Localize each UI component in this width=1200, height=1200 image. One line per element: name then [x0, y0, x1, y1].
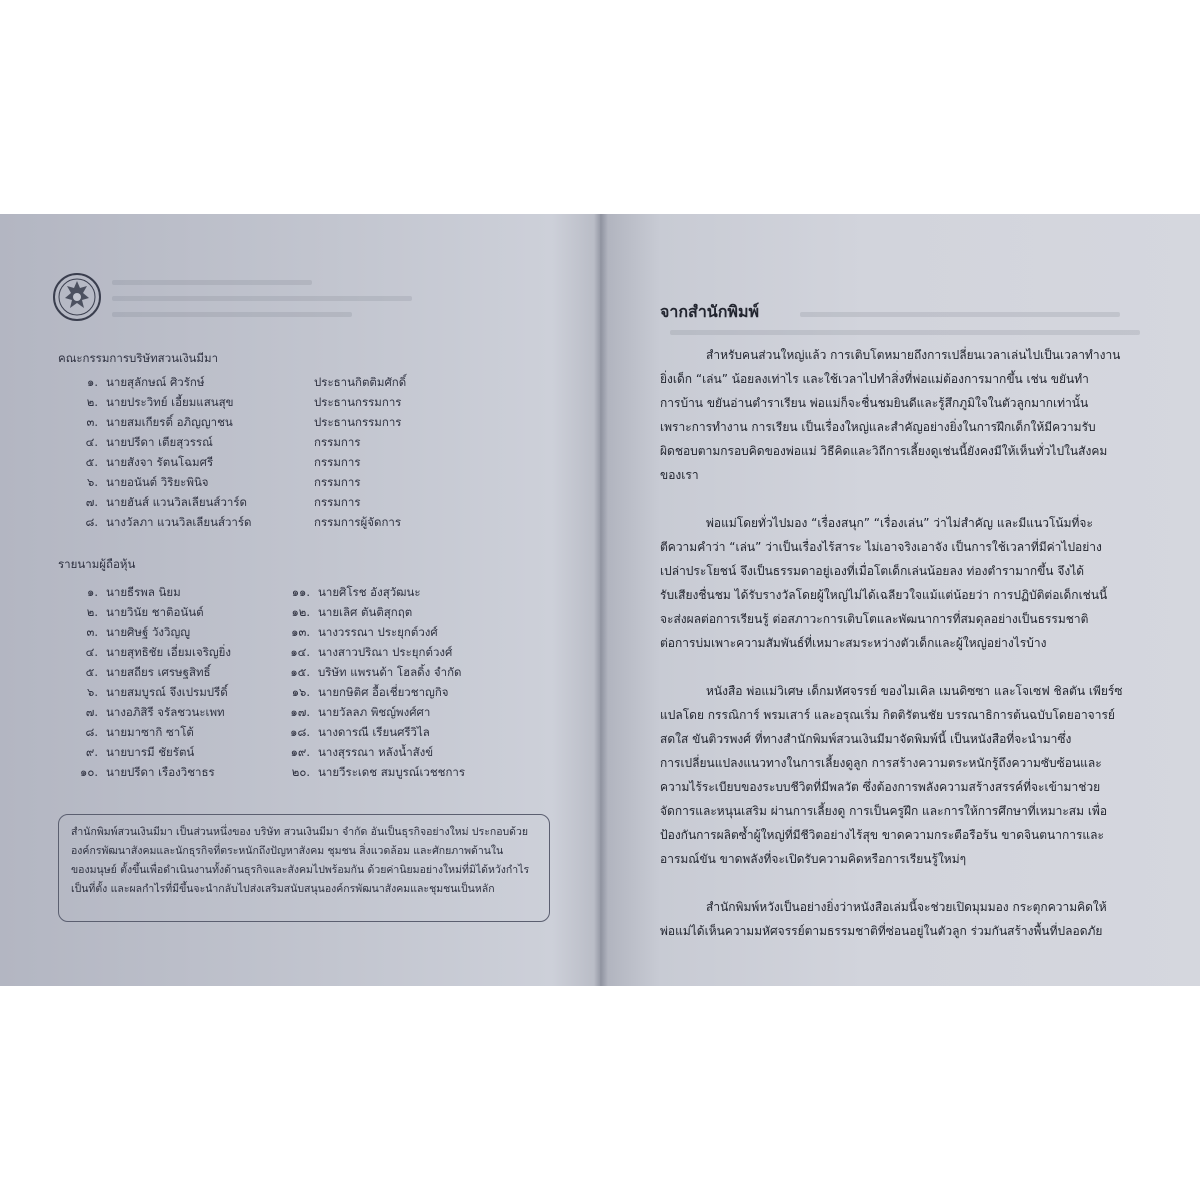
shareholder-name: นายวัลลภ พิชญ์พงศ์ศา: [318, 705, 431, 719]
item-number: ๑๖.: [291, 685, 310, 699]
shareholder-name: นายเลิศ ตันติสุกฤต: [318, 605, 413, 619]
item-number: ๑๔.: [290, 645, 310, 659]
list-item: [270, 724, 560, 744]
shareholder-name: บริษัท แพรนด้า โฮลดิ้ง จำกัด: [318, 665, 462, 679]
member-name: นางวัลภา แวนวิลเลียนส์วาร์ด: [106, 515, 252, 529]
item-number: ๓.: [86, 625, 98, 639]
left-page: [0, 214, 600, 986]
item-number: ๑๙.: [290, 745, 310, 759]
text-line: ตีความคำว่า “เล่น” ว่าเป็นเรื่องไร้สาระ ไม่เอาจริงเอาจัง เป็นการใช้เวลาที่มีค่าไปอย่าง: [660, 540, 1102, 554]
text-line: ความไร้ระเบียบของระบบชีวิตที่มีพลวัต ซึ่งต้องการพลังความสร้างสรรค์ที่จะเข้ามาช่วย: [660, 780, 1101, 794]
text-line: สดใส ขันติวรพงศ์ ที่ทางสำนักพิมพ์สวนเงินมีมาจัดพิมพ์นี้ เป็นหนังสือที่จะนำมาซึ่ง: [660, 732, 1072, 746]
list-item: [270, 684, 560, 704]
shareholder-name: นางอภิสิรี จรัลชวนะเพท: [106, 705, 225, 719]
list-item: [270, 584, 560, 604]
bleed-through: [112, 312, 352, 317]
text-line: หนังสือ พ่อแม่วิเศษ เด็กมหัศจรรย์ ของไมเคิล เมนดิซซา และโจเซฟ ชิลตัน เพียร์ซ: [706, 684, 1123, 698]
bleed-through: [112, 296, 412, 301]
text-line: ผิดชอบตามกรอบคิดของพ่อแม่ วิธีคิดและวิถีการเลี้ยงดูเช่นนี้ยังคงมีให้เห็นทั่วไปในสังคม: [660, 444, 1108, 458]
text-line: สำนักพิมพ์หวังเป็นอย่างยิ่งว่าหนังสือเล่มนี้จะช่วยเปิดมุมมอง กระตุกความคิดให้: [706, 900, 1107, 914]
item-number: ๑๕.: [290, 665, 310, 679]
item-number: ๑๓.: [291, 625, 310, 639]
item-number: ๑๗.: [290, 705, 310, 719]
text-line: ของเรา: [660, 468, 699, 482]
item-number: ๑.: [87, 585, 98, 599]
member-name: นายสังจา รัตนโฉมศรี: [106, 455, 214, 469]
item-number: ๑๐.: [80, 765, 98, 779]
royal-seal-icon: [52, 272, 102, 322]
shareholder-name: นายมาซากิ ซาโต้: [106, 725, 194, 739]
page-title: จากสำนักพิมพ์: [660, 302, 760, 321]
text-line: อารมณ์ขัน ขาดพลังที่จะเปิดรับความคิดหรือการเรียนรู้ใหม่ๆ: [660, 852, 967, 866]
text-line: พ่อแม่ได้เห็นความมหัศจรรย์ตามธรรมชาติที่ซ่อนอยู่ในตัวลูก ร่วมกันสร้างพื้นที่ปลอดภัย: [660, 924, 1103, 938]
text-line: เปล่าประโยชน์ จึงเป็นธรรมดาอยู่เองที่เมื่อโตเด็กเล่นน้อยลง ท่องตำรามากขึ้น จึงได้: [660, 564, 1085, 578]
item-number: ๖.: [87, 685, 98, 699]
shareholder-name: นายศิษฐ์ วังวิญญู: [106, 625, 191, 639]
text-line: พ่อแม่โดยทั่วไปมอง “เรื่องสนุก” “เรื่องเล่น” ว่าไม่สำคัญ และมีแนวโน้มที่จะ: [706, 516, 1093, 530]
item-number: ๑๑.: [291, 585, 310, 599]
item-number: ๔.: [85, 435, 98, 449]
shareholder-name: นายศิโรช อังสุวัฒนะ: [318, 585, 421, 599]
list-item: [58, 474, 558, 494]
item-number: ๒.: [86, 605, 98, 619]
note-line: เป็นที่ตั้ง และผลกำไรที่มีขึ้นจะนำกลับไปส่งเสริมสนับสนุนองค์กรพัฒนาสังคมและชุมชนเป็นหลัก: [71, 883, 495, 895]
shareholder-name: นายบารมี ชัยรัตน์: [106, 745, 195, 759]
member-name: นายปรีดา เตียสุวรรณ์: [106, 435, 213, 449]
shareholder-name: นางสาวปริณา ประยุกต์วงศ์: [318, 645, 453, 659]
member-role: ประธานกรรมการ: [314, 395, 402, 409]
text-line: การบ้าน ขยันอ่านตำราเรียน พ่อแม่ก็จะชื่นชมยินดีและรู้สึกภูมิใจในตัวลูกมากเท่านั้น: [660, 396, 1089, 410]
item-number: ๕.: [85, 455, 98, 469]
shareholder-name: นายธีรพล นิยม: [106, 585, 181, 599]
list-item: [58, 494, 558, 514]
note-line: สำนักพิมพ์สวนเงินมีมา เป็นส่วนหนึ่งของ บริษัท สวนเงินมีมา จำกัด อันเป็นธุรกิจอย่างใหม่ ประกอบด้วย: [71, 826, 529, 838]
item-number: ๑๘.: [290, 725, 310, 739]
item-number: ๘.: [85, 725, 98, 739]
shareholder-name: นายสมบูรณ์ จึงเปรมปรีดิ์: [106, 685, 228, 699]
item-number: ๕.: [85, 665, 98, 679]
note-line: ของมนุษย์ ตั้งขึ้นเพื่อดำเนินงานทั้งด้านธุรกิจและสังคมไปพร้อมกัน ด้วยค่านิยมอย่างใหม่ที่มิได้หวังกำไร: [71, 864, 530, 876]
list-item: [58, 394, 558, 414]
publisher-note-box: [58, 814, 550, 922]
shareholder-name: นางดารณี เรียนศรีวิไล: [318, 725, 430, 739]
bleed-through: [800, 312, 1120, 317]
member-name: นายอนันต์ วิริยะพินิจ: [106, 475, 209, 489]
item-number: ๗.: [85, 705, 98, 719]
item-number: ๒๐.: [291, 765, 310, 779]
member-name: นายฮันส์ แวนวิลเลียนส์วาร์ด: [106, 495, 248, 509]
book-spread: [0, 214, 1200, 986]
list-item: [58, 454, 558, 474]
item-number: ๒.: [86, 395, 98, 409]
list-item: [58, 514, 558, 534]
shareholder-name: นายปรีดา เรืองวิชาธร: [106, 765, 215, 779]
item-number: ๖.: [87, 475, 98, 489]
item-number: ๓.: [86, 415, 98, 429]
text-line: จะส่งผลต่อการเรียนรู้ ต่อสภาวะการเติบโตและพัฒนาการที่สมดุลอย่างเป็นธรรมชาติ: [660, 612, 1089, 626]
text-line: แปลโดย กรรณิการ์ พรมเสาร์ และอรุณเริ่ม กิตติรัตนชัย บรรณาธิการต้นฉบับโดยอาจารย์: [660, 708, 1115, 722]
member-role: ประธานกิตติมศักดิ์: [314, 375, 407, 389]
item-number: ๗.: [85, 495, 98, 509]
item-number: ๘.: [85, 515, 98, 529]
member-role: กรรมการ: [314, 455, 361, 469]
member-role: กรรมการ: [314, 435, 361, 449]
note-line: องค์กรพัฒนาสังคมและนักธุรกิจที่ตระหนักถึงปัญหาสังคม ชุมชน สิ่งแวดล้อม และศักยภาพด้านใน: [71, 845, 504, 857]
list-item: [58, 374, 558, 394]
item-number: ๑.: [87, 375, 98, 389]
bleed-through: [670, 330, 1140, 335]
text-line: ยิ่งเด็ก “เล่น” น้อยลงเท่าไร และใช้เวลาไปทำสิ่งที่พ่อแม่ต้องการมากขึ้น เช่น ขยันทำ: [660, 372, 1089, 386]
shareholder-name: นางสุรรณา หลังน้ำสังข์: [318, 745, 434, 759]
list-item: [58, 434, 558, 454]
shareholder-name: นายกษิติศ อื้อเชี่ยวชาญกิจ: [318, 685, 449, 699]
shareholders-heading: รายนามผู้ถือหุ้น: [58, 557, 136, 571]
list-item: [270, 664, 560, 684]
list-item: [270, 744, 560, 764]
list-item: [270, 764, 560, 784]
list-item: [270, 604, 560, 624]
item-number: ๑๒.: [291, 605, 310, 619]
member-name: นายประวิทย์ เอี้ยมแสนสุข: [106, 395, 234, 409]
list-item: [58, 414, 558, 434]
shareholder-name: นายสถียร เศรษฐสิทธิ์: [106, 665, 211, 679]
item-number: ๙.: [85, 745, 98, 759]
shareholder-name: นายวีระเดช สมบูรณ์เวชชการ: [318, 765, 466, 779]
member-role: กรรมการ: [314, 475, 361, 489]
text-line: เพราะการทำงาน การเรียน เป็นเรื่องใหญ่และสำคัญอย่างยิ่งในการฝึกเด็กให้มีความรับ: [660, 420, 1096, 434]
shareholder-name: นายวินัย ชาติอนันต์: [106, 605, 204, 619]
member-role: ประธานกรรมการ: [314, 415, 402, 429]
member-role: กรรมการ: [314, 495, 361, 509]
bleed-through: [112, 280, 312, 285]
shareholder-name: นายสุทธิชัย เอี่ยมเจริญยิ่ง: [106, 645, 232, 659]
text-line: ต่อการบ่มเพาะความสัมพันธ์ที่เหมาะสมระหว่างตัวเด็กและผู้ใหญ่อย่างไรบ้าง: [660, 636, 1047, 650]
text-line: สำหรับคนส่วนใหญ่แล้ว การเติบโตหมายถึงการเปลี่ยนเวลาเล่นไปเป็นเวลาทำงาน: [706, 348, 1121, 362]
committee-heading: คณะกรรมการบริษัทสวนเงินมีมา: [58, 351, 219, 365]
text-line: การเปลี่ยนแปลงแนวทางในการเลี้ยงดูลูก การสร้างความตระหนักรู้ถึงความซับซ้อนและ: [660, 756, 1102, 770]
list-item: [270, 644, 560, 664]
item-number: ๔.: [85, 645, 98, 659]
shareholder-name: นางวรรณา ประยุกต์วงศ์: [318, 625, 438, 639]
list-item: [270, 624, 560, 644]
member-name: นายสมเกียรติ์ อภิญญาชน: [106, 415, 233, 429]
text-line: จัดการและหนุนเสริม ผ่านการเลี้ยงดู การเป็นครูฝึก และการให้การศึกษาที่เหมาะสม เพื่อ: [660, 804, 1108, 818]
member-role: กรรมการผู้จัดการ: [314, 515, 402, 529]
list-item: [270, 704, 560, 724]
member-name: นายสุลักษณ์ ศิวรักษ์: [106, 375, 205, 389]
text-line: รับเสียงชื่นชม ได้รับรางวัลโดยผู้ใหญ่ไม่ได้เฉลียวใจแม้แต่น้อยว่า การปฏิบัติต่อเด็กเช่นนี้: [660, 588, 1108, 602]
text-line: ป้องกันการผลิตซ้ำผู้ใหญ่ที่มีชีวิตอย่างไร้สุข ขาดความกระตือรือร้น ขาดจินตนาการและ: [660, 828, 1104, 842]
book-gutter: [594, 214, 608, 986]
